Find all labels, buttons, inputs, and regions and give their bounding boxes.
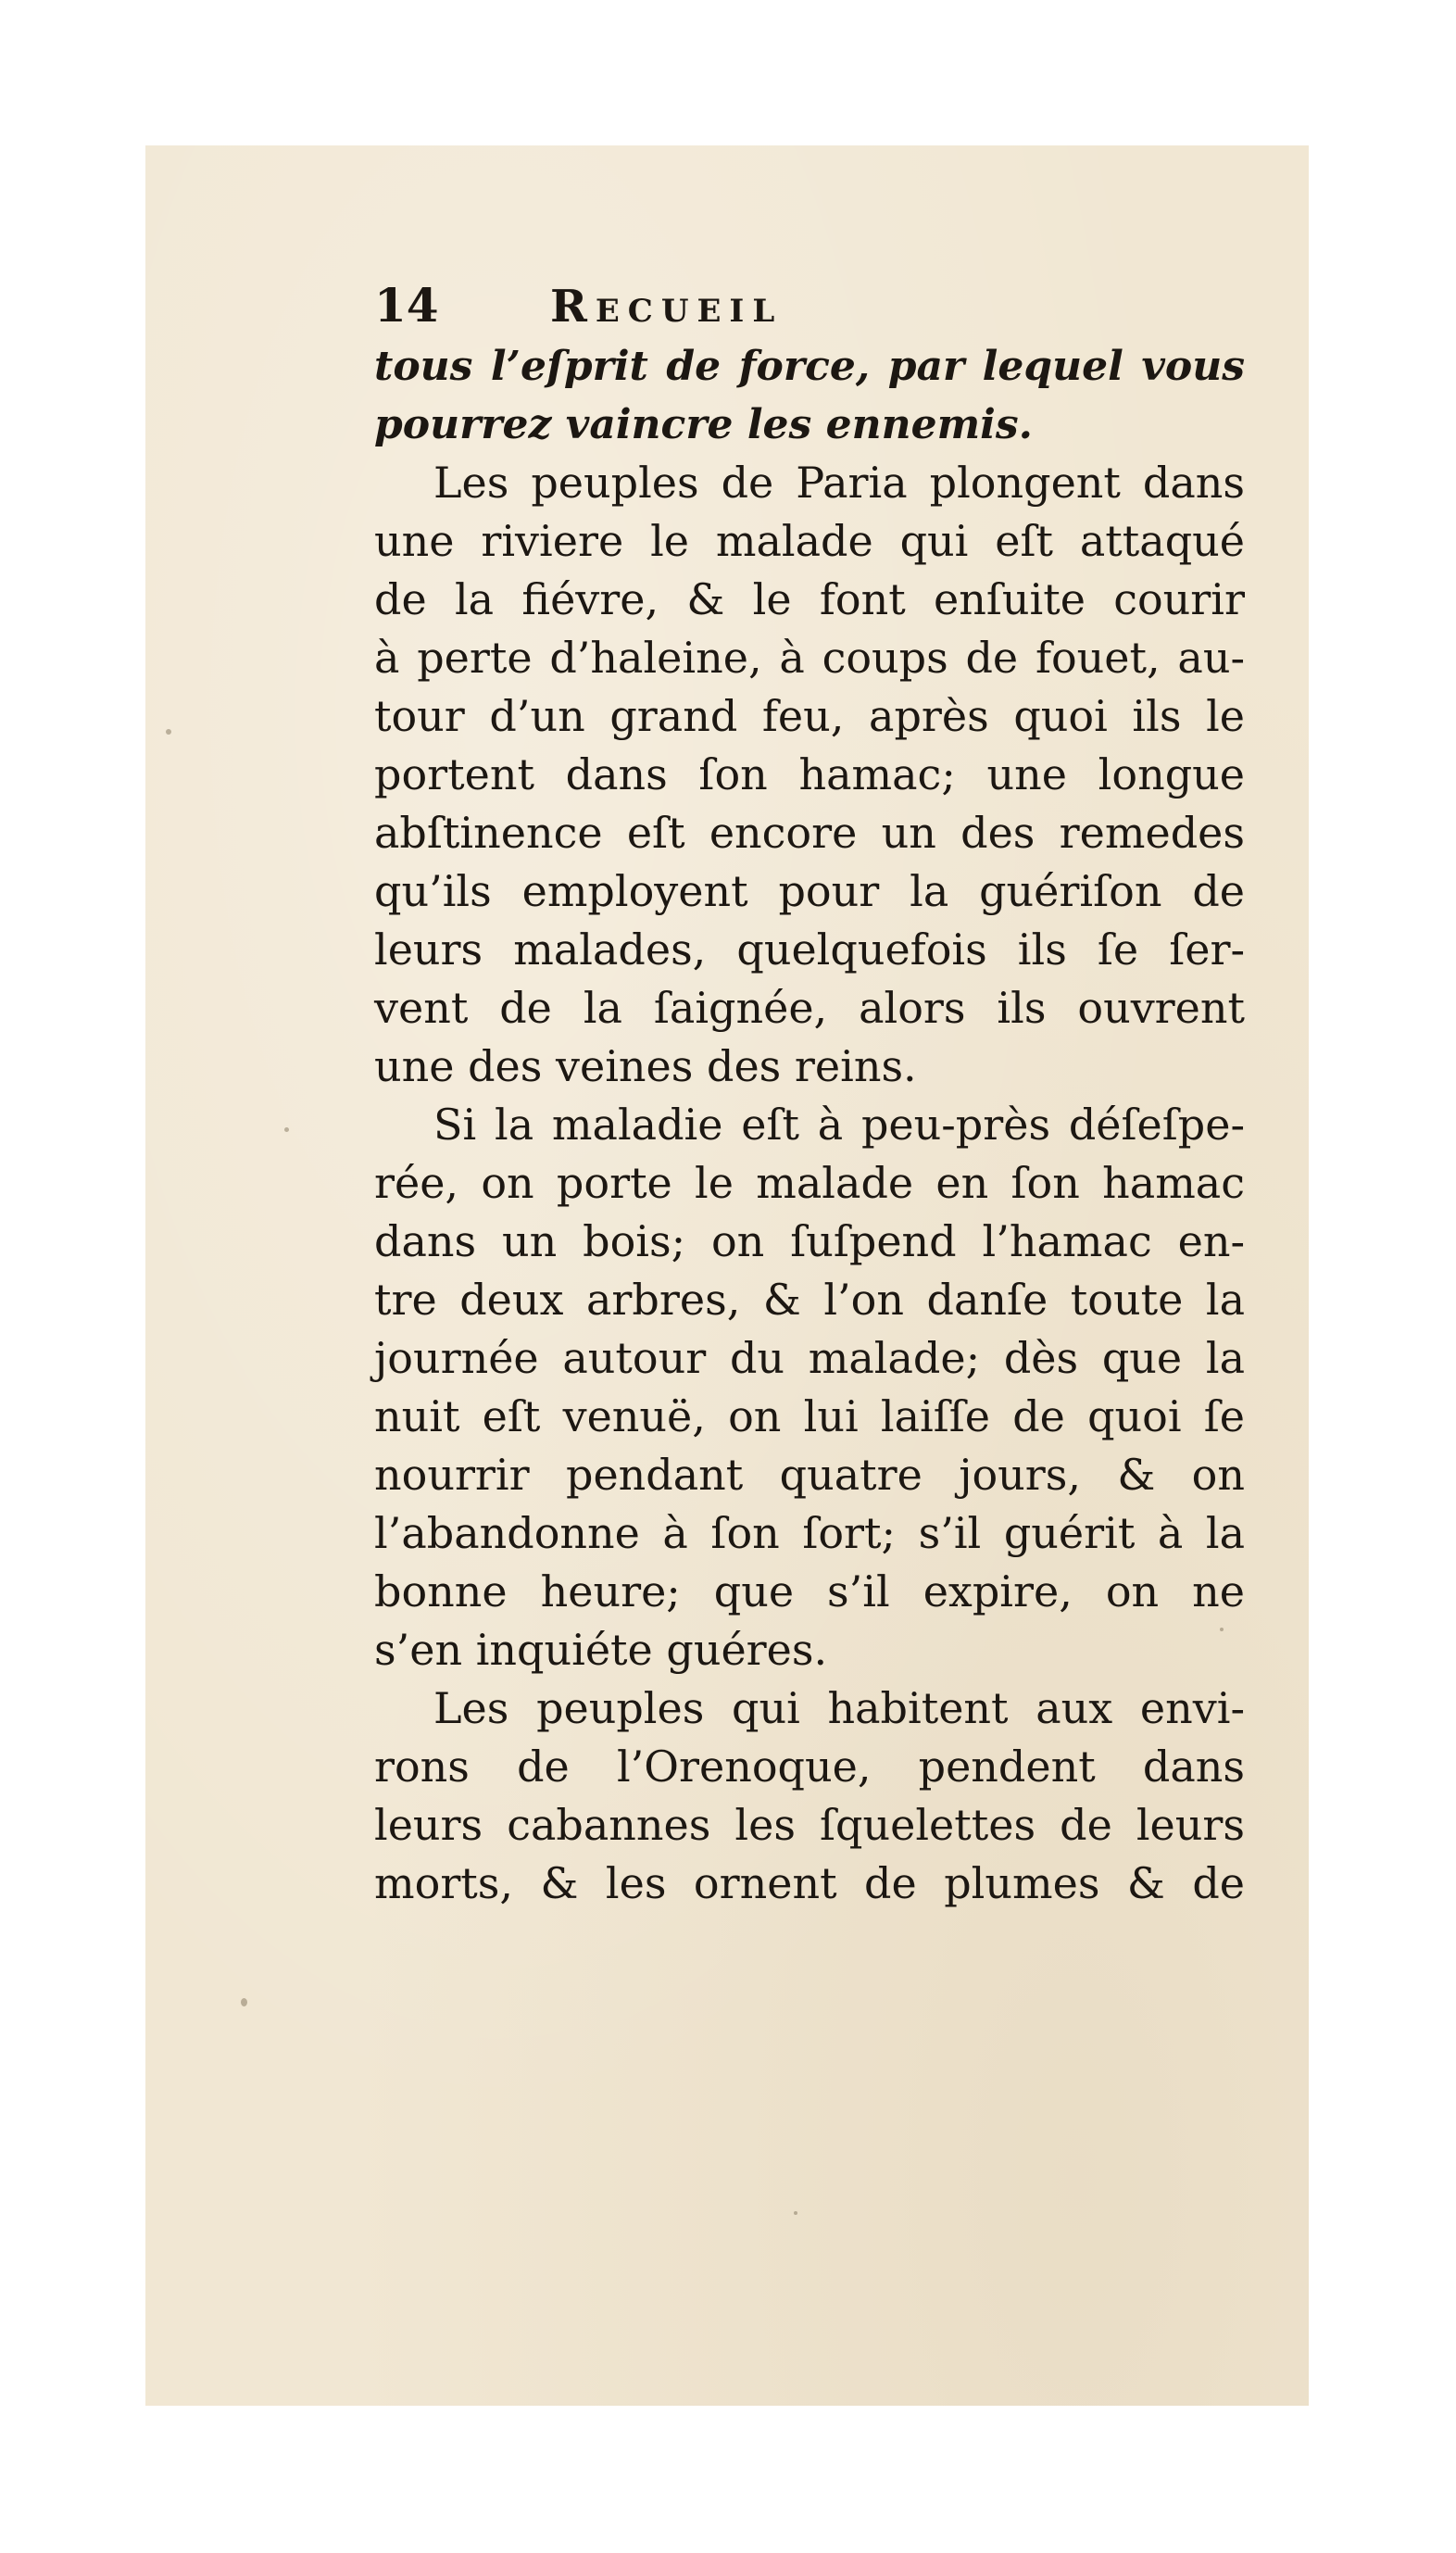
- text-line: qu’ils employent pour la guériſon de: [374, 866, 1245, 916]
- text-line: morts, & les ornent de plumes & de: [374, 1858, 1245, 1908]
- text-line: de la fiévre, & le font enſuite courir: [374, 574, 1245, 624]
- text-line: tre deux arbres, & l’on danſe toute la: [374, 1275, 1245, 1325]
- text-line: Les peuples qui habitent aux envi-: [433, 1683, 1245, 1733]
- text-line: portent dans ſon hamac; une longue: [374, 749, 1245, 799]
- text-line: dans un bois; on ſuſpend l’hamac en-: [374, 1216, 1245, 1266]
- text-line: leurs malades, quelquefois ils ſe ſer-: [374, 924, 1245, 975]
- text-line: une riviere le malade qui eſt attaqué: [374, 516, 1245, 566]
- text-line: nourrir pendant quatre jours, & on: [374, 1450, 1245, 1500]
- text-line: vent de la ſaignée, alors ils ouvrent: [374, 983, 1245, 1033]
- running-title: Recueil: [550, 281, 784, 333]
- body-text: [374, 337, 1245, 1913]
- text-line: journée autour du malade; dès que la: [374, 1333, 1245, 1383]
- paper-speck: [241, 1998, 247, 2006]
- page-header: [374, 278, 1245, 337]
- text-line: rons de l’Orenoque, pendent dans: [374, 1742, 1245, 1792]
- text-line: une des veines des reins.: [374, 1041, 917, 1091]
- text-line: rée, on porte le malade en ſon hamac: [374, 1158, 1245, 1208]
- text-line: abſtinence eſt encore un des remedes: [374, 808, 1245, 858]
- page-number: 14: [374, 278, 439, 333]
- paper-speck: [166, 729, 171, 735]
- paper-speck: [284, 1127, 289, 1132]
- text-line: leurs cabannes les ſquelettes de leurs: [374, 1800, 1245, 1850]
- text-line: Les peuples de Paria plongent dans: [433, 458, 1245, 508]
- text-line: l’abandonne à ſon ſort; s’il guérit à la: [374, 1508, 1245, 1558]
- text-line: Si la maladie eſt à peu-près déſeſpe-: [433, 1100, 1245, 1150]
- text-line: à perte d’haleine, à coups de fouet, au-: [374, 633, 1245, 683]
- text-line: nuit eſt venuë, on lui laiſſe de quoi ſe: [374, 1391, 1245, 1441]
- page-text: [374, 278, 1245, 1913]
- text-line: tour d’un grand feu, après quoi ils le: [374, 691, 1245, 741]
- text-line: bonne heure; que s’il expire, on ne: [374, 1566, 1245, 1616]
- paper-speck: [794, 2211, 797, 2215]
- text-line: pourrez vaincre les ennemis.: [374, 401, 1033, 448]
- text-line: s’en inquiéte guéres.: [374, 1625, 828, 1675]
- text-line: tous l’eſprit de force, par lequel vous: [374, 343, 1245, 390]
